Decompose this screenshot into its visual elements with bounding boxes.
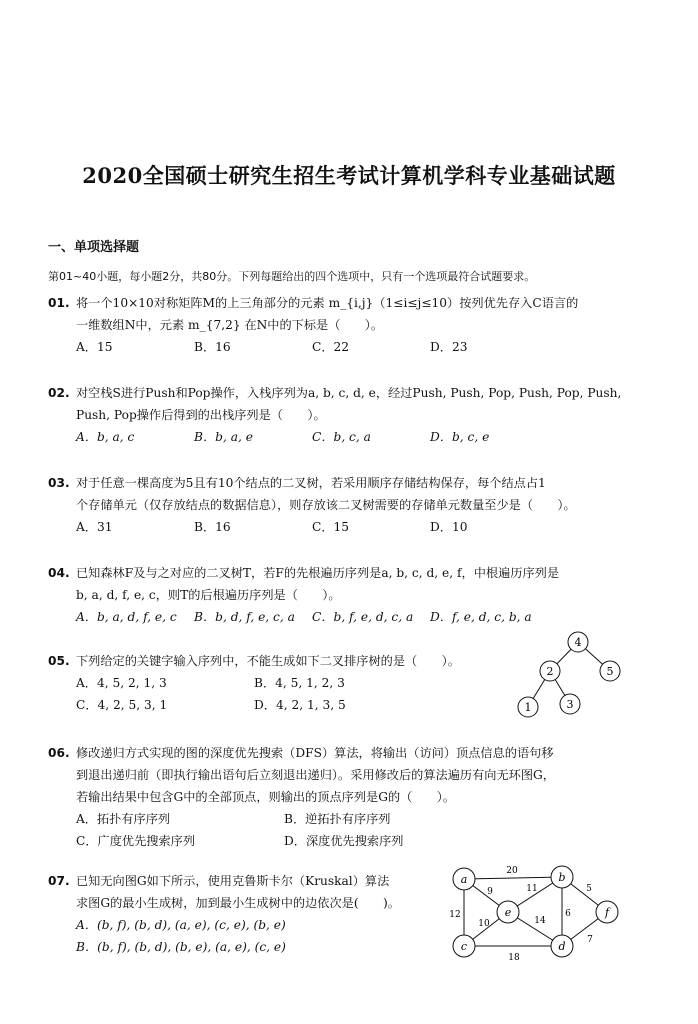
question-text-cont: 一维数组N中，元素 m_{7,2} 在N中的下标是（ ）。 [76, 318, 384, 332]
option-a[interactable]: A．15 [76, 340, 113, 354]
question-text-cont: 到退出递归前（即执行输出语句后立刻退出递归）。采用修改后的算法遍历有向无环图G， [76, 768, 555, 782]
option-b[interactable]: B．(b, f), (b, d), (b, e), (a, e), (c, e) [76, 940, 286, 954]
question-text-cont: 个存储单元（仅存放结点的数据信息），则存放该二叉树需要的存储单元数量至少是（ ）。 [76, 498, 576, 512]
graph-node-label: e [504, 906, 512, 919]
question-text: 已知无向图G如下所示，使用克鲁斯卡尔（Kruskal）算法 [76, 874, 390, 888]
option-b[interactable]: B．逆拓扑有序序列 [284, 812, 391, 826]
option-d[interactable]: D．深度优先搜索序列 [284, 834, 404, 848]
options [48, 606, 648, 628]
option-c[interactable]: C．22 [312, 340, 350, 354]
exam-title: 2020全国硕士研究生招生考试计算机学科专业基础试题 [82, 163, 616, 188]
edge-weight: 12 [449, 910, 461, 920]
option-b[interactable]: B．16 [194, 520, 231, 534]
edge-weight: 7 [587, 935, 593, 945]
option-a[interactable]: A．拓扑有序序列 [76, 812, 171, 826]
question-text: 对空栈S进行Push和Pop操作，入栈序列为a, b, c, d, e，经过Push, Push, Pop, Push, Pop, Push, [76, 386, 622, 400]
question-02 [48, 382, 648, 448]
edge-weight: 10 [478, 919, 490, 929]
weighted-graph-diagram [440, 860, 640, 964]
graph-node-label: d [558, 940, 566, 953]
question-text-cont: Push, Pop操作后得到的出栈序列是（ ）。 [76, 408, 326, 422]
options-row-2 [48, 694, 518, 716]
question-04 [48, 562, 648, 628]
option-c[interactable]: C．广度优先搜索序列 [76, 834, 196, 848]
graph-node-label: f [604, 906, 610, 919]
question-text: 对于任意一棵高度为5且有10个结点的二叉树，若采用顺序存储结构保存，每个结点占1 [76, 476, 546, 490]
question-number: 05. [48, 654, 70, 668]
option-a[interactable]: A．b, a, d, f, e, c [76, 610, 177, 624]
options-row-2 [48, 830, 648, 852]
option-a[interactable]: A．4, 5, 2, 1, 3 [76, 676, 167, 690]
section-heading: 一、单项选择题 [48, 240, 140, 255]
options-row-1 [48, 808, 648, 830]
question-07 [48, 870, 448, 958]
question-text: 下列给定的关键字输入序列中，不能生成如下二叉排序树的是（ ）。 [76, 654, 460, 668]
tree-label: 3 [566, 698, 574, 711]
section-intro: 第01~40小题，每小题2分，共80分。下列每题给出的四个选项中，只有一个选项最符合试题要求。 [48, 270, 536, 283]
question-06 [48, 742, 648, 852]
option-b[interactable]: B．4, 5, 1, 2, 3 [254, 676, 345, 690]
edge-weight: 11 [526, 884, 538, 894]
graph-node-label: a [460, 873, 468, 886]
question-number: 04. [48, 566, 70, 580]
option-a[interactable]: A．(b, f), (b, d), (a, e), (c, e), (b, e) [76, 918, 286, 932]
options-row-1 [48, 672, 518, 694]
option-d[interactable]: D．f, e, d, c, b, a [430, 610, 532, 624]
option-c[interactable]: C．b, c, a [312, 430, 371, 444]
question-text-cont: b, a, d, f, e, c，则T的后根遍历序列是（ ）。 [76, 588, 341, 602]
bst-diagram [500, 628, 640, 724]
option-b[interactable]: B．b, d, f, e, c, a [194, 610, 295, 624]
option-d[interactable]: D．10 [430, 520, 468, 534]
question-number: 06. [48, 746, 70, 760]
tree-label: 2 [546, 665, 554, 678]
edge-weight: 18 [508, 953, 520, 963]
tree-label: 4 [574, 636, 582, 649]
tree-label: 5 [606, 665, 614, 678]
tree-label: 1 [524, 701, 532, 714]
question-text: 已知森林F及与之对应的二叉树T，若F的先根遍历序列是a, b, c, d, e, f，中根遍历序列是 [76, 566, 560, 580]
options [48, 426, 648, 448]
edge-weight: 5 [586, 884, 592, 894]
question-number: 01. [48, 296, 70, 310]
graph-node-label: c [460, 940, 468, 953]
question-05 [48, 650, 518, 716]
question-number: 03. [48, 476, 70, 490]
question-text: 修改递归方式实现的图的深度优先搜索（DFS）算法，将输出（访问）顶点信息的语句移 [76, 746, 554, 760]
question-number: 02. [48, 386, 70, 400]
question-text-cont: 若输出结果中包含G中的全部顶点，则输出的顶点序列是G的（ ）。 [76, 790, 455, 804]
option-d[interactable]: D．b, c, e [430, 430, 490, 444]
graph-node-label: b [558, 871, 566, 884]
options [48, 336, 648, 358]
question-03 [48, 472, 648, 538]
question-number: 07. [48, 874, 70, 888]
edge-weight: 9 [487, 887, 493, 897]
option-c[interactable]: C．15 [312, 520, 350, 534]
edge-weight: 14 [534, 916, 546, 926]
option-d[interactable]: D．4, 2, 1, 3, 5 [254, 698, 346, 712]
option-a[interactable]: A．31 [76, 520, 113, 534]
options [48, 516, 648, 538]
question-text-cont: 求图G的最小生成树，加到最小生成树中的边依次是( )。 [76, 896, 400, 910]
question-text: 将一个10×10对称矩阵M的上三角部分的元素 m_{i,j}（1≤i≤j≤10）按列优先存入C语言的 [76, 296, 579, 310]
option-d[interactable]: D．23 [430, 340, 468, 354]
option-b[interactable]: B．16 [194, 340, 231, 354]
option-c[interactable]: C．4, 2, 5, 3, 1 [76, 698, 168, 712]
edge-weight: 20 [506, 866, 518, 876]
option-a[interactable]: A．b, a, c [76, 430, 135, 444]
edge-weight: 6 [565, 909, 571, 919]
question-01 [48, 292, 648, 358]
option-b[interactable]: B．b, a, e [194, 430, 253, 444]
option-c[interactable]: C．b, f, e, d, c, a [312, 610, 414, 624]
